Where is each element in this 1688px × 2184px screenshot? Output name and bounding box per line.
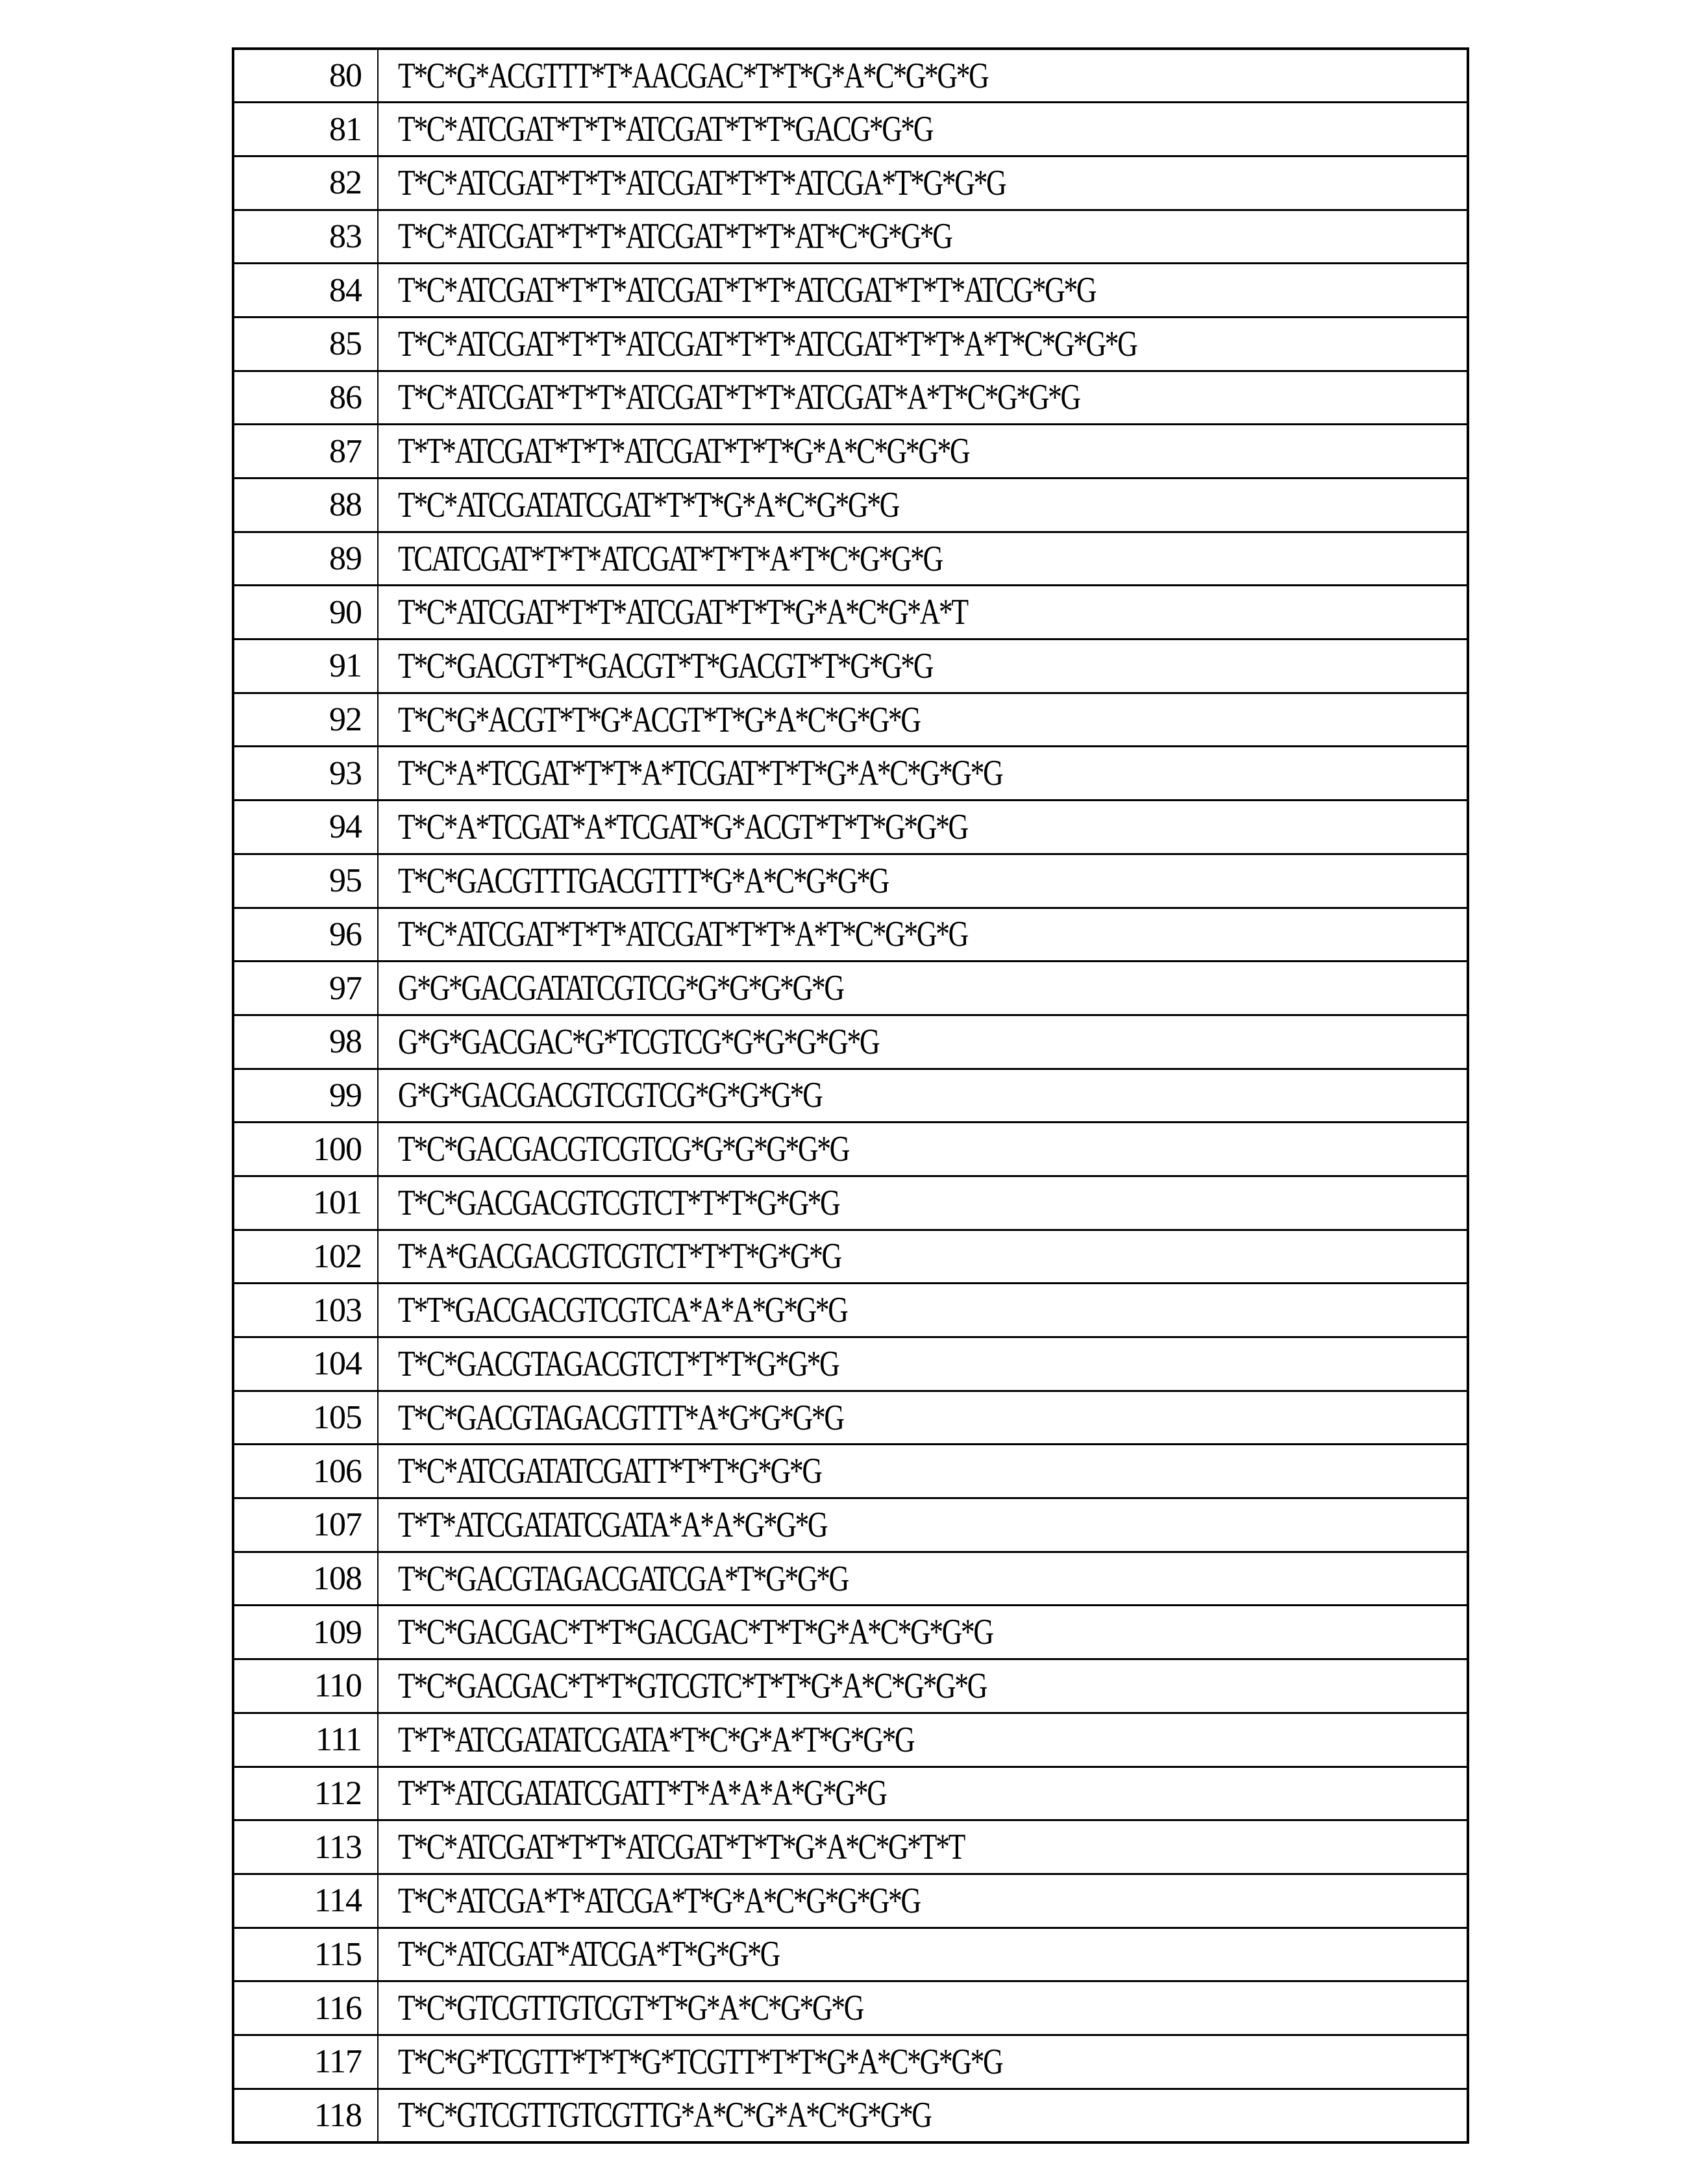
sequence-number-cell: 96 [233, 908, 378, 962]
sequence-number-cell: 102 [233, 1230, 378, 1284]
sequence-text: T*C*ATCGAT*T*T*ATCGAT*T*T*A*T*C*G*G*G [398, 914, 967, 955]
sequence-text: T*A*GACGACGTCGTCT*T*T*G*G*G [398, 1236, 841, 1277]
sequence-cell [378, 1445, 1468, 1498]
sequence-number-cell: 101 [233, 1176, 378, 1230]
sequence-number-cell: 88 [233, 478, 378, 532]
sequence-text: T*C*G*ACGT*T*G*ACGT*T*G*A*C*G*G*G [398, 699, 920, 740]
sequence-cell [378, 425, 1468, 478]
sequence-cell [378, 49, 1468, 103]
sequence-cell [378, 1498, 1468, 1552]
sequence-number-cell: 83 [233, 210, 378, 264]
sequence-cell [378, 1337, 1468, 1391]
sequence-number-cell: 85 [233, 317, 378, 371]
sequence-text: T*T*ATCGATATCGATT*T*A*A*A*G*G*G [398, 1773, 886, 1814]
sequence-text: T*T*GACGACGTCGTCA*A*A*G*G*G [398, 1290, 847, 1331]
sequence-cell [378, 264, 1468, 317]
sequence-number-cell: 95 [233, 854, 378, 908]
sequence-text: T*C*ATCGAT*T*T*ATCGAT*T*T*ATCGAT*A*T*C*G*G*G [398, 377, 1080, 418]
sequence-cell [378, 1767, 1468, 1820]
table-row [233, 586, 1468, 639]
sequence-cell [378, 210, 1468, 264]
sequence-number-cell: 98 [233, 1015, 378, 1069]
sequence-cell [378, 1874, 1468, 1928]
table-row [233, 800, 1468, 854]
table-row [233, 1230, 1468, 1284]
table-row [233, 264, 1468, 317]
sequence-text: T*C*GTCGTTGTCGTTG*A*C*G*A*C*G*G*G [398, 2095, 931, 2136]
sequence-text: T*C*G*ACGTTT*T*AACGAC*T*T*G*A*C*G*G*G [398, 55, 988, 96]
sequence-cell [378, 1230, 1468, 1284]
sequence-cell [378, 317, 1468, 371]
sequence-cell [378, 1176, 1468, 1230]
table-row [233, 1337, 1468, 1391]
table-row [233, 1820, 1468, 1874]
table-row [233, 49, 1468, 103]
sequence-cell [378, 532, 1468, 586]
table-row [233, 908, 1468, 962]
table-row [233, 156, 1468, 210]
sequence-text: T*C*ATCGATATCGAT*T*T*G*A*C*G*G*G [398, 484, 899, 525]
sequence-text: T*C*ATCGAT*T*T*ATCGAT*T*T*G*A*C*G*A*T [398, 592, 967, 633]
sequence-number-cell: 106 [233, 1445, 378, 1498]
sequence-number-cell: 99 [233, 1069, 378, 1123]
sequence-number-cell: 103 [233, 1284, 378, 1337]
sequence-number-cell: 92 [233, 693, 378, 747]
sequence-text: T*C*GACGTAGACGTCT*T*T*G*G*G [398, 1343, 839, 1384]
sequence-cell [378, 1069, 1468, 1123]
sequence-number-cell: 109 [233, 1606, 378, 1659]
sequence-text: G*G*GACGACGTCGTCG*G*G*G*G [398, 1075, 822, 1116]
table-row [233, 1069, 1468, 1123]
sequence-text: T*C*ATCGAT*ATCGA*T*G*G*G [398, 1934, 779, 1975]
sequence-number-cell: 100 [233, 1123, 378, 1176]
sequence-table-body [233, 49, 1468, 2142]
table-row [233, 1391, 1468, 1445]
table-row [233, 1015, 1468, 1069]
sequence-text: T*T*ATCGATATCGATA*T*C*G*A*T*G*G*G [398, 1719, 914, 1760]
table-row [233, 371, 1468, 425]
sequence-cell [378, 1981, 1468, 2035]
sequence-text: T*C*ATCGAT*T*T*ATCGAT*T*T*ATCGA*T*G*G*G [398, 162, 1006, 203]
table-row [233, 2035, 1468, 2089]
sequence-cell [378, 371, 1468, 425]
sequence-number-cell: 118 [233, 2089, 378, 2142]
sequence-text: T*C*ATCGATATCGATT*T*T*G*G*G [398, 1451, 821, 1492]
sequence-text: T*T*ATCGAT*T*T*ATCGAT*T*T*G*A*C*G*G*G [398, 431, 969, 472]
table-row [233, 532, 1468, 586]
sequence-cell [378, 1606, 1468, 1659]
table-row [233, 693, 1468, 747]
sequence-number-cell: 117 [233, 2035, 378, 2089]
sequence-text: T*C*GACGACGTCGTCT*T*T*G*G*G [398, 1182, 839, 1223]
sequence-cell [378, 586, 1468, 639]
table-row [233, 425, 1468, 478]
table-row [233, 478, 1468, 532]
sequence-number-cell: 113 [233, 1820, 378, 1874]
sequence-number-cell: 105 [233, 1391, 378, 1445]
sequence-number-cell: 97 [233, 962, 378, 1015]
table-row [233, 1123, 1468, 1176]
table-row [233, 747, 1468, 800]
table-row [233, 1445, 1468, 1498]
sequence-text: T*C*ATCGAT*T*T*ATCGAT*T*T*ATCGAT*T*T*A*T*C*G*G*G [398, 323, 1137, 364]
sequence-cell [378, 854, 1468, 908]
sequence-cell [378, 1284, 1468, 1337]
sequence-cell [378, 2089, 1468, 2142]
table-row [233, 103, 1468, 156]
table-row [233, 1284, 1468, 1337]
sequence-text: T*C*G*TCGTT*T*T*G*TCGTT*T*T*G*A*C*G*G*G [398, 2041, 1002, 2082]
sequence-cell [378, 1820, 1468, 1874]
sequence-cell [378, 747, 1468, 800]
sequence-number-cell: 116 [233, 1981, 378, 2035]
table-row [233, 1928, 1468, 1981]
sequence-cell [378, 1015, 1468, 1069]
sequence-text: T*C*GACGT*T*GACGT*T*GACGT*T*G*G*G [398, 645, 933, 686]
sequence-number-cell: 91 [233, 639, 378, 693]
sequence-cell [378, 2035, 1468, 2089]
sequence-text: T*C*GACGTAGACGTTT*A*G*G*G*G [398, 1397, 843, 1438]
sequence-cell [378, 908, 1468, 962]
table-row [233, 1981, 1468, 2035]
table-row [233, 2089, 1468, 2142]
sequence-cell [378, 103, 1468, 156]
sequence-cell [378, 693, 1468, 747]
table-row [233, 962, 1468, 1015]
sequence-number-cell: 108 [233, 1552, 378, 1606]
sequence-number-cell: 84 [233, 264, 378, 317]
sequence-text: T*C*GACGACGTCGTCG*G*G*G*G*G [398, 1129, 849, 1170]
sequence-text: T*T*ATCGATATCGATA*A*A*G*G*G [398, 1504, 827, 1545]
table-row [233, 1498, 1468, 1552]
sequence-text: T*C*GACGTAGACGATCGA*T*G*G*G [398, 1558, 848, 1599]
sequence-cell [378, 478, 1468, 532]
table-row [233, 639, 1468, 693]
table-row [233, 854, 1468, 908]
table-row [233, 1659, 1468, 1713]
sequence-number-cell: 87 [233, 425, 378, 478]
sequence-cell [378, 639, 1468, 693]
sequence-number-cell: 104 [233, 1337, 378, 1391]
sequence-number-cell: 86 [233, 371, 378, 425]
sequence-number-cell: 107 [233, 1498, 378, 1552]
sequence-number-cell: 115 [233, 1928, 378, 1981]
sequence-number-cell: 93 [233, 747, 378, 800]
sequence-text: T*C*A*TCGAT*T*T*A*TCGAT*T*T*G*A*C*G*G*G [398, 753, 1002, 794]
table-row [233, 1767, 1468, 1820]
sequence-number-cell: 111 [233, 1713, 378, 1767]
sequence-number-cell: 81 [233, 103, 378, 156]
table-row [233, 1606, 1468, 1659]
sequence-number-cell: 114 [233, 1874, 378, 1928]
sequence-cell [378, 1123, 1468, 1176]
sequence-text: T*C*GTCGTTGTCGT*T*G*A*C*G*G*G [398, 1988, 863, 2029]
sequence-cell [378, 1928, 1468, 1981]
sequence-text: TCATCGAT*T*T*ATCGAT*T*T*A*T*C*G*G*G [398, 538, 942, 579]
sequence-number-cell: 90 [233, 586, 378, 639]
sequence-cell [378, 1659, 1468, 1713]
sequence-number-cell: 112 [233, 1767, 378, 1820]
sequence-text: T*C*GACGAC*T*T*GTCGTC*T*T*G*A*C*G*G*G [398, 1665, 986, 1706]
sequence-cell [378, 800, 1468, 854]
sequence-number-cell: 94 [233, 800, 378, 854]
sequence-number-cell: 110 [233, 1659, 378, 1713]
sequence-cell [378, 1552, 1468, 1606]
sequence-cell [378, 962, 1468, 1015]
sequence-text: T*C*ATCGA*T*ATCGA*T*G*A*C*G*G*G*G [398, 1880, 920, 1921]
table-row [233, 210, 1468, 264]
sequence-cell [378, 1391, 1468, 1445]
sequence-text: G*G*GACGAC*G*TCGTCG*G*G*G*G*G [398, 1021, 879, 1062]
sequence-text: T*C*ATCGAT*T*T*ATCGAT*T*T*AT*C*G*G*G [398, 216, 952, 257]
table-row [233, 1713, 1468, 1767]
sequence-text: T*C*A*TCGAT*A*TCGAT*G*ACGT*T*T*G*G*G [398, 806, 967, 847]
sequence-cell [378, 1713, 1468, 1767]
sequence-text: T*C*GACGTTTGACGTTT*G*A*C*G*G*G [398, 860, 888, 901]
sequence-number-cell: 82 [233, 156, 378, 210]
sequence-text: G*G*GACGATATCGTCG*G*G*G*G*G [398, 968, 843, 1009]
sequence-text: T*C*ATCGAT*T*T*ATCGAT*T*T*G*A*C*G*T*T [398, 1827, 964, 1868]
sequence-text: T*C*ATCGAT*T*T*ATCGAT*T*T*GACG*G*G [398, 109, 933, 150]
table-row [233, 317, 1468, 371]
table-row [233, 1176, 1468, 1230]
sequence-text: T*C*GACGAC*T*T*GACGAC*T*T*G*A*C*G*G*G [398, 1612, 993, 1653]
sequence-table [232, 47, 1469, 2144]
table-row [233, 1874, 1468, 1928]
sequence-cell [378, 156, 1468, 210]
sequence-number-cell: 89 [233, 532, 378, 586]
table-row [233, 1552, 1468, 1606]
sequence-text: T*C*ATCGAT*T*T*ATCGAT*T*T*ATCGAT*T*T*ATCG*G*G [398, 270, 1096, 311]
sequence-number-cell: 80 [233, 49, 378, 103]
